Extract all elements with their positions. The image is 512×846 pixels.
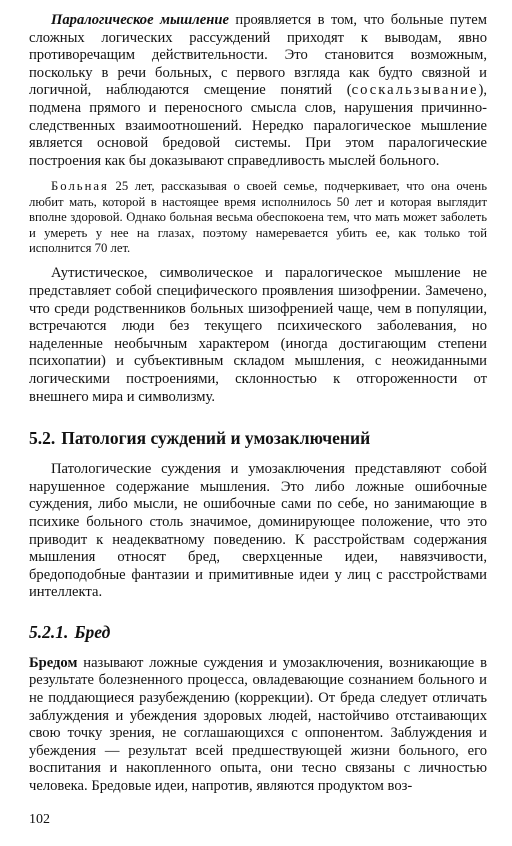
subsection-number: 5.2.1. [29, 621, 69, 642]
term-paralogical-thinking: Паралогическое мышление [51, 12, 229, 28]
paragraph-delusion: Бредом называют ложные суждения и умозаключения, возникающие в результате болезненного процесса, овладевающие сознанием больного и не поддающиеся разубеждению (коррекции). От бреда следует отличать заблуждения и убеждения здоровых людей, настойчиво отстаивающих свою точку зрения, не соглашающихся с оппонентом. Заблуждения и убеждения — результат всей предшествующей жизни больного, его воспитания и накопленного опыта, они тесно связаны с личностью человека. Бредовые идеи, напротив, являются продуктом воз- [29, 654, 487, 795]
section-number: 5.2. [29, 428, 56, 449]
section-title: Патология суждений и умозаключений [61, 428, 371, 449]
section-heading [29, 428, 487, 449]
example-lead: Больная [51, 179, 109, 194]
paragraph-paralogical-thinking: Паралогическое мышление проявляется в том, что больные путем сложных логических рассуждений приходят к выводам, явно противоречащим действительности. Это становится возможным, поскольку в речи больных, с первого взгляда как будто связной и логичной, наблюдаются смещение понятий (соскальзывание), подмена прямого и переносного смысла слов, нарушения причинно-следственных взаимоотношений. Нередко паралогическое мышление является основой бредовой системы. При этом паралогические построения как бы доказывают справедливость мыслей больного. [29, 12, 487, 169]
page-content [29, 12, 487, 796]
page-number: 102 [29, 812, 50, 827]
clinical-example: Больная 25 лет, рассказывая о своей семье, подчеркивает, что она очень любит мать, которой в настоящее время исполнилось 50 лет и которая выглядит вполне здоровой. Однако больная весьма обеспокоена тем, что мать может заболеть и умереть у нее на глазах, поэтому намеревается убить ее, как только той исполнится 70 лет. [29, 179, 487, 255]
subsection-title: Бред [74, 621, 111, 642]
paragraph-autistic-thinking: Аутистическое, символическое и паралогическое мышление не представляет собой специфического проявления шизофрении. Замечено, что среди родственников больных шизофренией чаще, чем в популяции, встречаются люди без текущего психического заболевания, но наделенные необычным характером (иногда достигающим степени психопатии) и субъективным складом мышления, с неожиданными логическими построениями, склонностью к отгороженности от внешнего мира и символизму. [29, 265, 487, 405]
subsection-heading [29, 622, 487, 643]
paragraph-pathological-judgments: Патологические суждения и умозаключения представляют собой нарушенное содержание мышления. Это либо ложные ошибочные суждения, либо мысли, не ошибочные сами по себе, но занимающие в психике больного столь значимое, доминирующее положение, что это приводит к неадекватному поведению. К расстройствам содержания мышления относят бред, сверхценные идеи, навязчивости, бредоподобные фантазии и примитивные идеи у лиц с расстройствами интеллекта. [29, 461, 487, 601]
term-delusion: Бредом [29, 654, 78, 671]
term-slipping: соскальзывание [351, 82, 479, 99]
